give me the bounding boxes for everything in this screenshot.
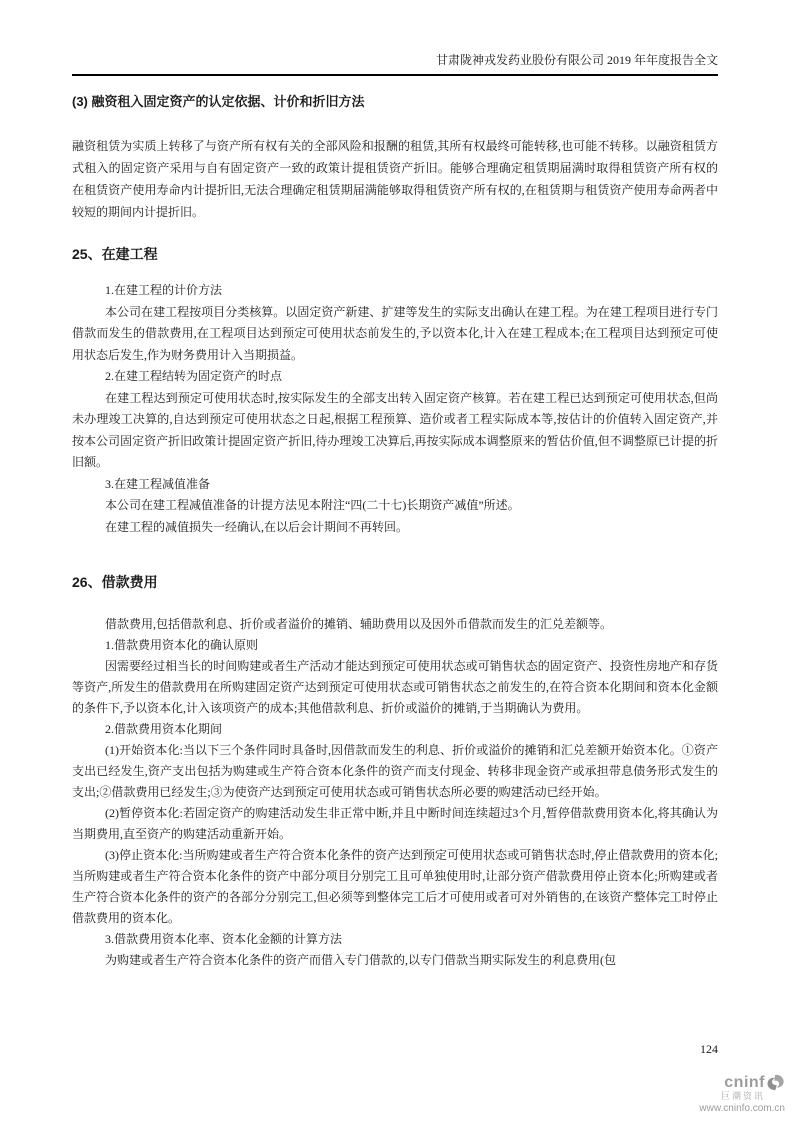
cninfo-logo — [689, 1074, 785, 1115]
cninfo-logo-row — [689, 1074, 785, 1091]
subheading-cip-impairment: 3.在建工程减值准备 — [105, 476, 211, 491]
cninfo-swirl-icon — [766, 1074, 785, 1091]
para-capitalization-stop: (3)停止资本化:当所购建或者生产符合资本化条件的资产达到预定可使用状态或可销售状态时,停止借款费用的资本化;当所购建或者生产符合资本化条件的资产中部分项目分别完工且可单独使用时,让部分资产借款费用停止资本化;所购建或者生产符合资本化条件的资产的各部分分别完工,但必须等到整体完工后才可使用或者可对外销售的,在该资产整体完工时停止借款费用的资本化。 — [72, 848, 718, 925]
heading-section-25: 25、在建工程 — [72, 246, 158, 262]
para-borrowing-costs-definition: 借款费用,包括借款利息、折价或者溢价的摊销、辅助费用以及因外币借款而发生的汇兑差额等。 — [105, 617, 613, 631]
cninfo-chinese-text: 巨潮资讯 — [720, 1091, 765, 1101]
para-capitalization-rate: 为购建或者生产符合资本化条件的资产而借入专门借款的,以专门借款当期实际发生的利息费用(包 — [105, 953, 616, 967]
section-25-construction-in-progress — [72, 245, 718, 538]
para-capitalization-start: (1)开始资本化:当以下三个条件同时具备时,因借款而发生的利息、折价或溢价的摊销和汇兑差额开始资本化。①资产支出已经发生,资产支出包括为购建或生产符合资本化条件的资产而支付现金、转移非现金资产或承担带息债务形式发生的支出;②借款费用已经发生;③为使资产达到预定可使用状态或可销售状态所必要的购建活动已经开始。 — [72, 743, 718, 799]
subheading-capitalization-period: 2.借款费用资本化期间 — [105, 722, 223, 736]
para-capitalization-principle: 因需要经过相当长的时间购建或者生产活动才能达到预定可使用状态或可销售状态的固定资产、投资性房地产和存货等资产,所发生的借款费用在所购建固定资产达到预定可使用状态或可销售状态之前发生的,在符合资本化期间和资本化金额的条件下,予以资本化,计入该项资产的成本;其他借款利息、折价或溢价的摊销,于当期确认为费用。 — [72, 659, 718, 715]
report-title: 甘肃陇神戎发药业股份有限公司 2019 年年度报告全文 — [435, 53, 718, 67]
page-header — [72, 0, 718, 76]
cninfo-url-text: www.cninfo.com.cn — [699, 1103, 785, 1114]
para-capitalization-suspend: (2)暂停资本化:若固定资产的购建活动发生非正常中断,并且中断时间连续超过3个月,暂停借款费用资本化,将其确认为当期费用,直至资产的购建活动重新开始。 — [72, 806, 718, 841]
para-cip-impairment-no-reversal: 在建工程的减值损失一经确认,在以后会计期间不再转回。 — [105, 519, 409, 534]
para-cip-impairment-method: 本公司在建工程减值准备的计提方法见本附注“四(二十七)长期资产减值”所述。 — [105, 498, 520, 512]
subheading-cip-valuation-method: 1.在建工程的计价方法 — [105, 283, 223, 297]
para-cip-transfer: 在建工程达到预定可使用状态时,按实际发生的全部支出转入固定资产核算。若在建工程已达到预定可使用状态,但尚未办理竣工决算的,自达到预定可使用状态之日起,根据工程预算、造价或者工程实际成本等,按估计的价值转入固定资产,并按本公司固定资产折旧政策计提固定资产折旧,待办理竣工决算后,再按实际成本调整原来的暂估价值,但不调整原已计提的折旧额。 — [72, 390, 718, 469]
section-26-borrowing-costs — [72, 573, 718, 971]
para-financing-lease-description: 融资租赁为实质上转移了与资产所有权有关的全部风险和报酬的租赁,其所有权最终可能转移,也可能不转移。以融资租赁方式租入的固定资产采用与自有固定资产一致的政策计提租赁资产折旧。能够合理确定租赁期届满时取得租赁资产所有权的在租赁资产使用寿命内计提折旧,无法合理确定租赁期届满能够取得租赁资产所有权的,在租赁期与租赁资产使用寿命两者中较短的期间内计提折旧。 — [72, 139, 718, 219]
para-cip-valuation: 本公司在建工程按项目分类核算。以固定资产新建、扩建等发生的实际支出确认在建工程。为在建工程项目进行专门借款而发生的借款费用,在工程项目达到预定可使用状态前发生的,予以资本化,计入在建工程成本;在工程项目达到预定可使用状态后发生,作为财务费用计入当期损益。 — [72, 304, 718, 362]
heading-financing-lease-methods: (3) 融资租入固定资产的认定依据、计价和折旧方法 — [72, 94, 365, 109]
cninfo-brand-text: cninf — [724, 1073, 765, 1091]
subheading-capitalization-rate: 3.借款费用资本化率、资本化金额的计算方法 — [105, 932, 343, 946]
subheading-cip-transfer-timing: 2.在建工程结转为固定资产的时点 — [105, 369, 283, 383]
subheading-capitalization-principle: 1.借款费用资本化的确认原则 — [105, 638, 259, 652]
heading-section-26: 26、借款费用 — [72, 574, 158, 590]
page-number: 124 — [700, 1042, 718, 1056]
section-financing-lease — [72, 93, 718, 223]
